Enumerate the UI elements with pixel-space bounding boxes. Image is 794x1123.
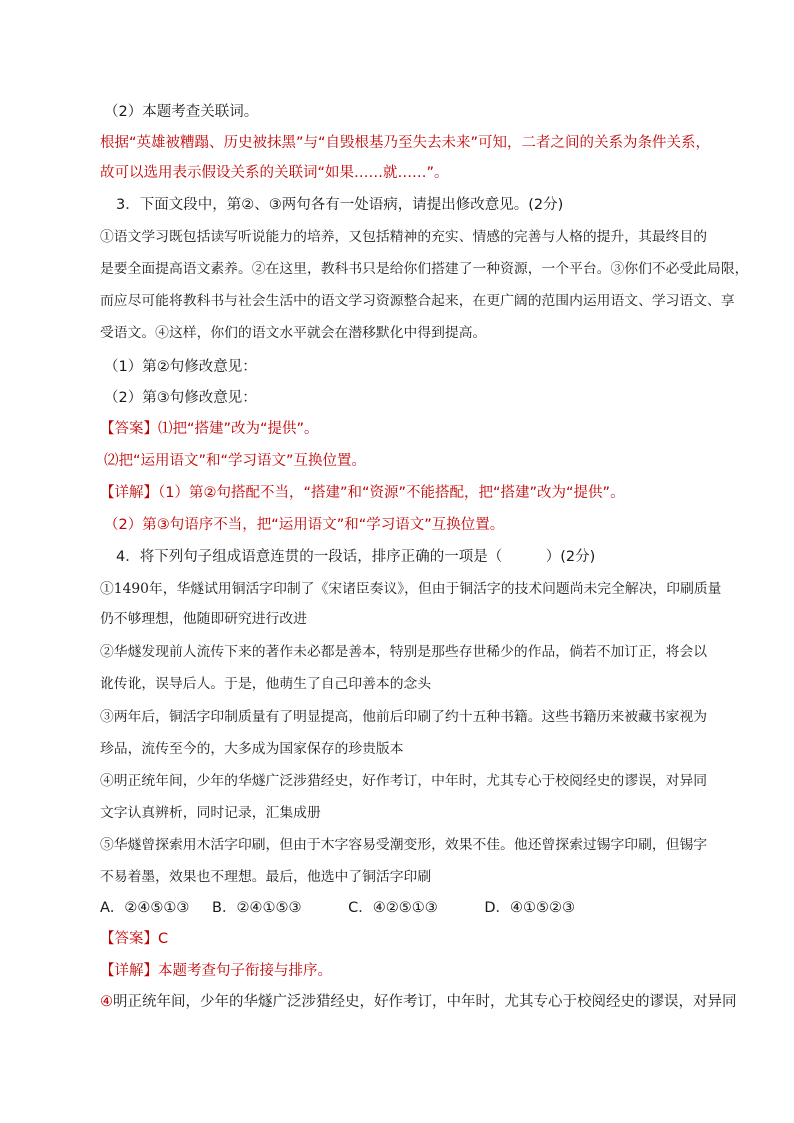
q3-prompt-1: （1）第②句修改意见：	[104, 359, 257, 375]
option-a: A．②④⑤①③	[100, 900, 190, 916]
q3-answer-line1: 【答案】⑴把“搭建”改为“提供”。	[100, 421, 319, 437]
q2-explanation-line1: 根据“英雄被糟蹋、历史被抹黑”与“自毁根基乃至失去未来”可知，二者之间的关系为条件关系，	[100, 135, 711, 151]
q4-sentence1-line1: ①1490年，华燧试用铜活字印制了《宋诸臣奏议》，但由于铜活字的技术问题尚未完全解决，印刷质量	[100, 581, 722, 597]
option-b: B．②④①⑤③	[212, 900, 302, 916]
q4-sentence5-line1: ⑤华燧曾探索用木活字印刷，但由于木字容易受潮变形，效果不佳。他还曾探索过锡字印刷，但锡字	[100, 837, 708, 853]
q4-sentence4-line2: 文字认真辨析，同时记录，汇集成册	[100, 805, 321, 821]
q2-sub2-label: （2）本题考查关联词。	[104, 104, 259, 120]
q3-prompt-2: （2）第③句修改意见：	[104, 390, 257, 406]
q4-sentence2-line2: 讹传讹，误导后人。于是，他萌生了自己印善本的念头	[100, 676, 432, 692]
option-d: D．④①⑤②③	[484, 900, 575, 916]
option-c: C．④②⑤①③	[348, 900, 438, 916]
q4-sentence3-line2: 珍品，流传至今的，大多成为国家保存的珍贵版本	[100, 741, 404, 757]
q4-detail: 【详解】本题考查句子衔接与排序。	[100, 963, 332, 979]
q3-title: 3．下面文段中，第②、③两句各有一处语病，请提出修改意见。(2分)	[116, 197, 564, 213]
q3-passage-line2: 是要全面提高语文素养。②在这里，教科书只是给你们搭建了一种资源，一个平台。③你们不必受此局限，	[100, 261, 749, 277]
q4-sentence2-line1: ②华燧发现前人流传下来的著作未必都是善本，特别是那些存世稀少的作品，倘若不加订正，将会以	[100, 644, 708, 660]
q4-title: 4．将下列句子组成语意连贯的一段话，排序正确的一项是（ ）(2分)	[116, 549, 596, 565]
q2-explanation-line2: 故可以选用表示假设关系的关联词“如果……就……”。	[100, 165, 449, 181]
q3-passage-line3: 而应尽可能将教科书与社会生活中的语文学习资源整合起来，在更广阔的范围内运用语文、学习语文、享	[100, 293, 735, 309]
sentence-marker: ④	[100, 994, 113, 1010]
q4-answer: 【答案】C	[100, 931, 169, 947]
q3-passage-line1: ①语文学习既包括读写听说能力的培养，又包括精神的充实、情感的完善与人格的提升，其最终目的	[100, 229, 708, 245]
q4-sentence3-line1: ③两年后，铜活字印制质量有了明显提高，他前后印刷了约十五种书籍。这些书籍历来被藏书家视为	[100, 709, 708, 725]
q4-sentence1-line2: 仍不够理想，他随即研究进行改进	[100, 611, 307, 627]
q4-sentence5-line2: 不易着墨，效果也不理想。最后，他选中了铜活字印刷	[100, 869, 432, 885]
q3-detail-line2: （2）第③句语序不当，把“运用语文”和“学习语文”互换位置。	[104, 517, 505, 533]
q3-answer-line2: ⑵把“运用语文”和“学习语文”互换位置。	[104, 453, 367, 469]
q3-passage-line4: 受语文。④这样，你们的语文水平就会在潜移默化中得到提高。	[100, 325, 487, 341]
q3-detail-line1: 【详解】（1）第②句搭配不当，“搭建”和“资源”不能搭配，把“搭建”改为“提供”。	[100, 485, 625, 501]
q4-sentence4-line1: ④明正统年间，少年的华燧广泛涉猎经史，好作考订，中年时，尤其专心于校阅经史的谬误，对异同	[100, 773, 708, 789]
q4-options	[100, 897, 740, 919]
q4-detail-line2: ④明正统年间，少年的华燧广泛涉猎经史，好作考订，中年时，尤其专心于校阅经史的谬误，对异同	[100, 994, 737, 1010]
